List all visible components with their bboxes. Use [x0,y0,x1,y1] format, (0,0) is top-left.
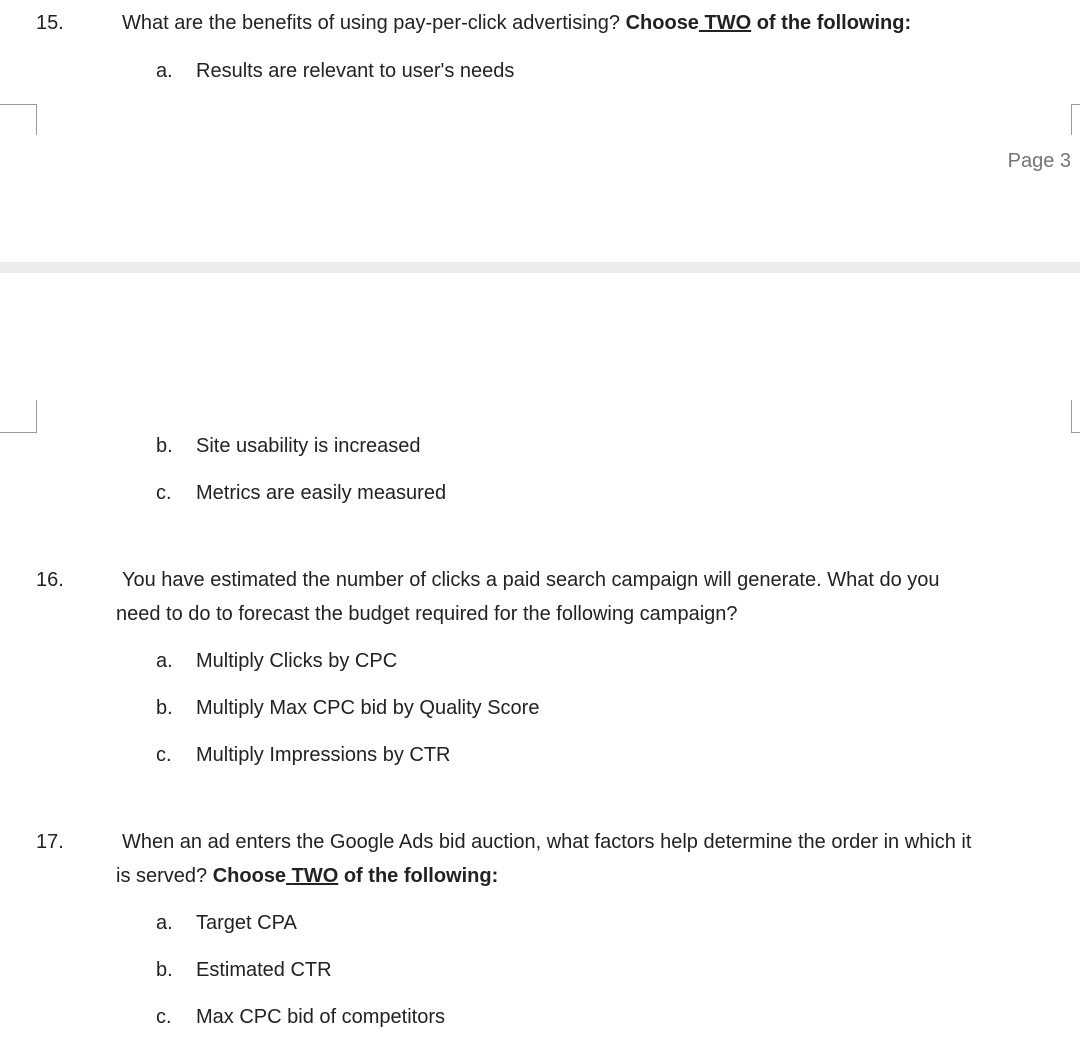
page-corner-mark-bottom-left [0,104,37,135]
page-number-label: Page 3 [1007,150,1071,172]
question-15-option-b-letter: b. [156,435,173,457]
question-17-choose-suffix: of the following: [343,865,499,887]
question-16-number: 16. [36,569,64,591]
question-17-choose-prefix: Choose [212,865,287,887]
question-16-option-b-text: Multiply Max CPC bid by Quality Score [196,697,540,719]
question-15-option-a-letter: a. [156,60,173,82]
question-15-option-c-letter: c. [156,482,172,504]
question-16-prompt-line1: You have estimated the number of clicks a paid search campaign will generate. What do you [122,569,940,591]
question-15-option-c-text: Metrics are easily measured [196,482,447,504]
question-17-option-a-text: Target CPA [196,912,297,934]
question-17-option-c-letter: c. [156,1006,172,1028]
question-17-option-b-letter: b. [156,959,173,981]
question-17-prompt-line1: When an ad enters the Google Ads bid auction, what factors help determine the order in which it [122,831,972,853]
question-15-prompt-text: What are the benefits of using pay-per-click advertising? [122,12,621,34]
question-17-option-a-letter: a. [156,912,173,934]
question-17-number: 17. [36,831,64,853]
question-17-prompt-line2 [116,865,498,888]
question-15-choose-suffix: of the following: [756,12,912,34]
page-corner-mark-top-right [1071,400,1080,433]
question-17-option-c-text: Max CPC bid of competitors [196,1006,445,1028]
question-15-option-a-text: Results are relevant to user's needs [196,60,515,82]
question-16-option-a-letter: a. [156,650,173,672]
question-17-prompt-line2-text: is served? [116,865,208,887]
page-corner-mark-bottom-right [1071,104,1080,135]
question-15-number: 15. [36,12,64,34]
question-16-option-c-letter: c. [156,744,172,766]
question-17-choose-count: TWO [291,865,339,887]
question-16-option-c-text: Multiply Impressions by CTR [196,744,451,766]
question-15-choose-prefix: Choose [625,12,699,34]
page-corner-mark-top-left [0,400,37,433]
question-16-option-a-text: Multiply Clicks by CPC [196,650,398,672]
question-17-option-b-text: Estimated CTR [196,959,332,981]
question-15-prompt [122,12,911,35]
page-separator [0,262,1080,273]
question-15-choose-count: TWO [704,12,752,34]
question-15-option-b-text: Site usability is increased [196,435,421,457]
question-16-option-b-letter: b. [156,697,173,719]
question-16-prompt-line2: need to do to forecast the budget required for the following campaign? [116,603,738,625]
